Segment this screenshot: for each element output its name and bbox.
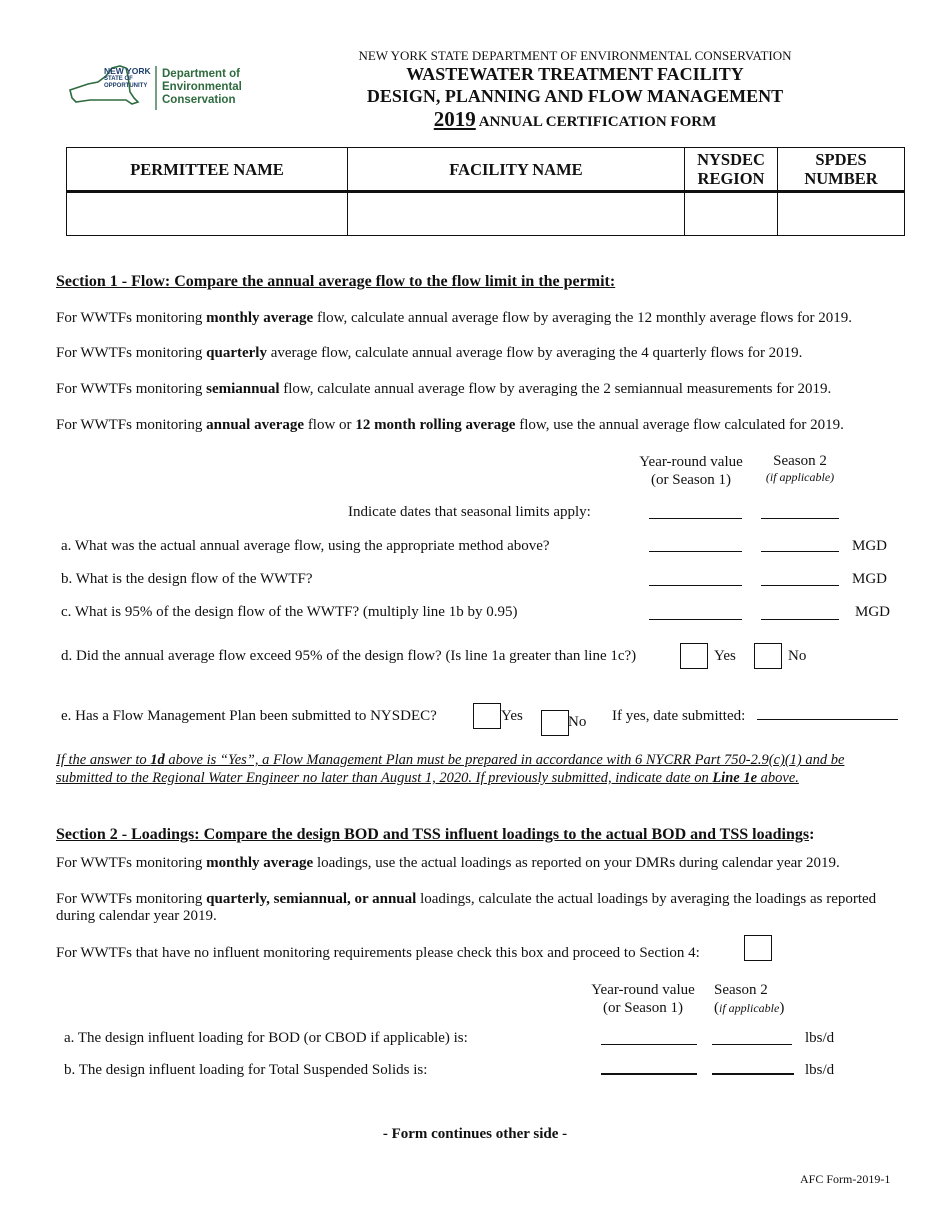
- nysdec-region-field[interactable]: [685, 192, 778, 236]
- q1b-season1-field[interactable]: [649, 585, 742, 586]
- section2-para-no-monitoring: For WWTFs that have no influent monitoring requirements please check this box and proceed to Section 4:: [56, 945, 700, 961]
- facility-name-header: FACILITY NAME: [348, 148, 685, 192]
- q1c-unit: MGD: [855, 604, 891, 620]
- permittee-name-field[interactable]: [67, 192, 348, 236]
- dec-logo-text: Department of Environmental Conservation: [162, 68, 242, 106]
- question-1e: e. Has a Flow Management Plan been submitted to NYSDEC?: [61, 708, 437, 724]
- q1d-no-label: No: [788, 648, 807, 664]
- nysdec-region-header: NYSDEC REGION: [685, 148, 778, 192]
- question-1a: a. What was the actual annual average flow, using the appropriate method above?: [61, 538, 550, 554]
- q1b-season2-field[interactable]: [761, 585, 839, 586]
- date-submitted-label: If yes, date submitted:: [612, 708, 746, 724]
- q1d-yes-checkbox[interactable]: [680, 643, 708, 669]
- form-continues-note: - Form continues other side -: [382, 1126, 568, 1142]
- q1e-yes-label: Yes: [501, 708, 523, 724]
- q1b-unit: MGD: [852, 571, 888, 587]
- seasonal-dates-season2-field[interactable]: [761, 518, 839, 519]
- section2-para-monthly: For WWTFs monitoring monthly average loadings, use the actual loadings as reported on your DMRs during calendar year 2019.: [56, 855, 840, 871]
- spdes-number-field[interactable]: [778, 192, 905, 236]
- section1-para-annual: For WWTFs monitoring annual average flow or 12 month rolling average flow, use the annual average flow calculated for 2019.: [56, 417, 844, 433]
- q2a-season2-field[interactable]: [712, 1044, 792, 1045]
- section2-title: Section 2 - Loadings: Compare the design BOD and TSS influent loadings to the actual BOD and TSS loadings:: [56, 826, 815, 843]
- q2a-season1-field[interactable]: [601, 1044, 697, 1045]
- q2b-season1-field[interactable]: [601, 1073, 697, 1075]
- seasonal-dates-label: Indicate dates that seasonal limits apply:: [348, 504, 591, 520]
- section1-para-quarterly: For WWTFs monitoring quarterly average flow, calculate annual average flow by averaging the 4 quarterly flows for 2019.: [56, 345, 803, 361]
- form-id: AFC Form-2019-1: [800, 1172, 891, 1186]
- section2-para-periodic: For WWTFs monitoring quarterly, semiannual, or annual loadings, calculate the actual loadings by averaging the loadings as reported during calendar year 2019.: [56, 891, 877, 924]
- section1-para-monthly: For WWTFs monitoring monthly average flow, calculate annual average flow by averaging the 12 monthly average flows for 2019.: [56, 310, 853, 326]
- form-year: 2019: [433, 107, 476, 131]
- spdes-number-header: SPDES NUMBER: [778, 148, 905, 192]
- q2b-season2-field[interactable]: [712, 1073, 794, 1075]
- q1e-no-label: No: [568, 714, 587, 730]
- agency-name: NEW YORK STATE DEPARTMENT OF ENVIRONMENTAL CONSERVATION: [358, 48, 792, 63]
- no-influent-monitoring-checkbox[interactable]: [744, 935, 772, 961]
- question-1c: c. What is 95% of the design flow of the WWTF? (multiply line 1b by 0.95): [61, 604, 518, 620]
- s2-season2-column-header: Season 2 (if applicable): [714, 982, 785, 1016]
- form-title-line1: WASTEWATER TREATMENT FACILITY: [406, 64, 744, 84]
- q2a-unit: lbs/d: [805, 1030, 835, 1046]
- permittee-name-header: PERMITTEE NAME: [67, 148, 348, 192]
- s1-season2-column-header: Season 2 (if applicable): [765, 453, 835, 484]
- seasonal-dates-season1-field[interactable]: [649, 518, 742, 519]
- flow-plan-note: If the answer to 1d above is “Yes”, a Flow Management Plan must be prepared in accordance with 6 NYCRR Part 750-2.9(c)(1) and be submitted to the Regional Water Engineer no later than August 1, 2020. If previously submitted, indicate date on Line 1e above.: [56, 752, 845, 786]
- question-2a: a. The design influent loading for BOD (or CBOD if applicable) is:: [64, 1030, 468, 1046]
- date-submitted-field[interactable]: [757, 719, 898, 720]
- form-title-line3: 2019 ANNUAL CERTIFICATION FORM: [433, 107, 717, 131]
- q1e-yes-checkbox[interactable]: [473, 703, 501, 729]
- q1a-season1-field[interactable]: [649, 551, 742, 552]
- q1e-no-checkbox[interactable]: [541, 710, 569, 736]
- q1a-season2-field[interactable]: [761, 551, 839, 552]
- q1d-no-checkbox[interactable]: [754, 643, 782, 669]
- q1c-season2-field[interactable]: [761, 619, 839, 620]
- q1d-yes-label: Yes: [714, 648, 736, 664]
- facility-name-field[interactable]: [348, 192, 685, 236]
- section1-title: Section 1 - Flow: Compare the annual average flow to the flow limit in the permit:: [56, 273, 616, 290]
- q1a-unit: MGD: [852, 538, 888, 554]
- s2-year-round-column-header: Year-round value (or Season 1): [591, 982, 695, 1016]
- question-1b: b. What is the design flow of the WWTF?: [61, 571, 313, 587]
- form-title-line2: DESIGN, PLANNING AND FLOW MANAGEMENT: [366, 86, 784, 106]
- question-1d: d. Did the annual average flow exceed 95% of the design flow? (Is line 1a greater than line 1c?): [61, 648, 637, 664]
- s1-year-round-column-header: Year-round value (or Season 1): [639, 454, 743, 488]
- permittee-info-table: [66, 147, 905, 236]
- q1c-season1-field[interactable]: [649, 619, 742, 620]
- section1-para-semiannual: For WWTFs monitoring semiannual flow, calculate annual average flow by averaging the 2 semiannual measurements for 2019.: [56, 381, 832, 397]
- ny-state-logo-text: NEW YORK STATE OF OPPORTUNITY: [104, 66, 151, 89]
- q2b-unit: lbs/d: [805, 1062, 835, 1078]
- question-2b: b. The design influent loading for Total Suspended Solids is:: [64, 1062, 428, 1078]
